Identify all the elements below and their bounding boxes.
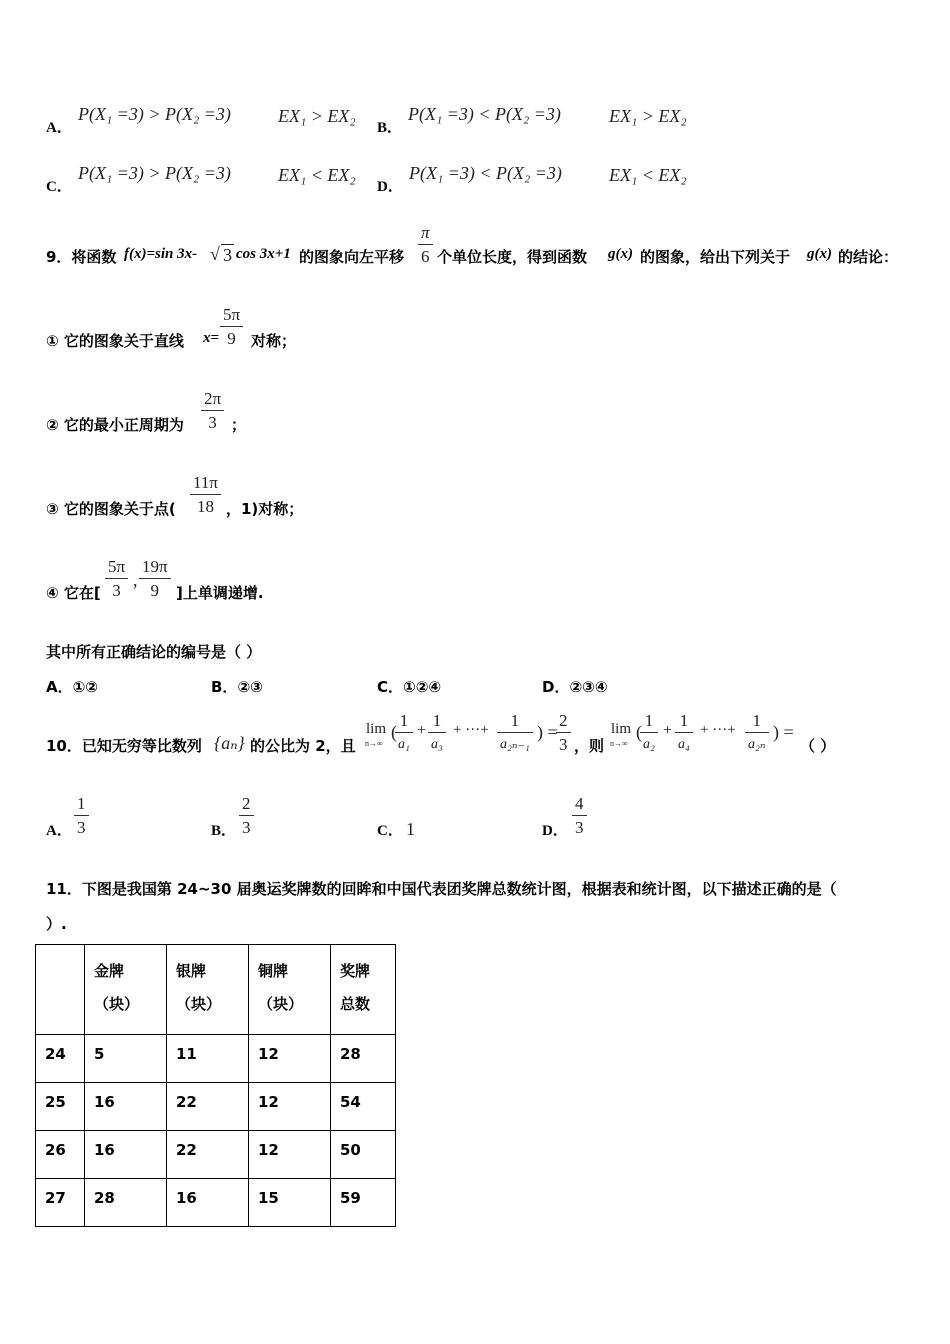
table-cell: 25 [36,1083,85,1131]
q10-option-c-label: C． [377,823,403,839]
q10-option-b-label: B． [211,823,237,839]
fraction-bar [497,732,533,733]
q9-s1-den: 9 [227,329,236,348]
q10-frac-a2n [745,711,769,755]
q10-one: 1 [510,711,520,730]
fraction-bar [395,732,413,733]
table-cell: 26 [36,1131,85,1179]
q9-option-c-label: C． [377,678,404,696]
q10-lim-1: lim [366,721,387,737]
q8-option-d-exp: EX₁ < EX₂ [609,165,687,185]
q10-one: 1 [644,711,654,730]
table-cell: 12 [249,1035,331,1083]
q10-a1: a₁ [398,737,410,752]
q9-g2: g(x) [807,246,832,262]
q9-option-d-label: D． [542,678,570,696]
q9-s4-den2: 9 [150,581,160,600]
table-cell: 16 [85,1131,167,1179]
q10-option-a-den: 3 [77,818,86,837]
q9-option-c-text: ①②④ [403,678,442,696]
q10-a4: a₄ [678,737,690,752]
q9-s2-fraction [201,389,224,433]
q10-option-c-text: 1 [406,819,415,839]
q9-s3-end: ，1)对称； [226,500,304,518]
fraction-bar [745,732,769,733]
q9-func-2: cos 3x+1 [236,246,291,262]
q9-shift-num: π [421,223,430,242]
q10-a2n1: a₂ₙ₋₁ [500,737,530,752]
q8-option-b-prob: P(X₁ =3) < P(X₂ =3) [408,104,561,124]
table-row [36,1131,396,1179]
q11-stem: 11．下图是我国第 24~30 届奥运奖牌数的回眸和中国代表团奖牌总数统计图，根据表和统计图，以下描述正确的是（ [46,880,837,898]
q10-frac-a4 [675,711,693,755]
fraction-bar [428,732,446,733]
table-cell: 22 [167,1131,249,1179]
q9-s4-num1: 5π [108,557,126,576]
q10-option-d-fraction [572,794,587,838]
q10-mid-2: + ···+ [700,722,736,738]
q9-option-b [211,676,263,697]
q9-s4-den1: 3 [112,581,121,600]
table-cell: 27 [36,1179,85,1227]
header-total: 奖牌 总数 [331,945,396,1035]
q10-blank: （ ） [800,737,836,755]
fraction-bar [675,732,693,733]
q8-option-c-exp: EX₁ < EX₂ [278,165,356,185]
q10-stem-3: ，则 [574,737,605,755]
q9-option-c [377,676,441,697]
q10-a3: a₃ [431,737,443,752]
q9-stem-1: 9．将函数 [46,248,117,266]
q10-lim-sub-1: n→∞ [365,739,383,748]
q10-option-b-num: 2 [242,794,251,813]
table-cell: 11 [167,1035,249,1083]
q10-option-a-label: A． [46,823,72,839]
q8-option-a-prob: P(X₁ =3) > P(X₂ =3) [78,104,231,124]
fraction-bar [74,815,89,816]
q10-frac-a3 [428,711,446,755]
q9-s3-text: ③ 它的图象关于点( [46,500,176,518]
q9-s1-end: 对称； [251,332,297,350]
table-cell: 59 [331,1179,396,1227]
q10-a2n: a₂ₙ [748,737,766,752]
q10-stem-1: 10．已知无穷等比数列 [46,737,202,755]
q10-rhs-fraction [556,711,571,755]
q10-plus-2: + [663,722,673,739]
table-cell: 24 [36,1035,85,1083]
q10-option-b-fraction [239,794,254,838]
q9-s1-text: ① 它的图象关于直线 [46,332,184,350]
q9-option-d [542,676,608,697]
table-cell: 54 [331,1083,396,1131]
fraction-bar [640,732,658,733]
q9-s2-den: 3 [208,413,217,432]
table-row [36,1035,396,1083]
q9-stem-2: 的图象向左平移 [299,248,405,266]
q9-s2-end: ； [231,416,247,434]
q9-stem-5: 的结论： [838,248,899,266]
q8-option-c-prob: P(X₁ =3) > P(X₂ =3) [78,163,231,183]
header-gold: 金牌 （块） [85,945,167,1035]
q9-sqrt3: 3 [223,245,232,265]
q9-s3-fraction [190,473,221,517]
q10-one: 1 [752,711,762,730]
fraction-bar [220,326,243,327]
q10-rhs-num: 2 [559,711,568,730]
table-cell: 22 [167,1083,249,1131]
table-cell: 12 [249,1131,331,1179]
q10-option-a-fraction [74,794,89,838]
header-silver: 银牌 （块） [167,945,249,1035]
q9-s4-fraction-1 [105,557,128,601]
q9-s4-num2: 19π [142,557,168,576]
q10-option-b-den: 3 [242,818,251,837]
q9-option-b-label: B． [211,678,238,696]
fraction-bar [201,410,224,411]
q9-s4-end: ]上单调递增. [176,584,264,602]
q9-s1-num: 5π [223,305,241,324]
q10-one: 1 [399,711,409,730]
table-cell: 16 [85,1083,167,1131]
q8-option-d-prob: P(X₁ =3) < P(X₂ =3) [409,163,562,183]
table-row [36,1083,396,1131]
q8-option-c-label: C． [46,179,72,195]
q10-paren-open-2: ( [636,722,642,742]
fraction-bar [239,815,254,816]
q9-s4-comma: , [133,570,138,590]
q9-s3-den: 18 [196,497,214,516]
q10-option-d-num: 4 [575,794,584,813]
q10-close-2: ) = [773,722,794,742]
q8-option-d-label: D． [377,179,403,195]
q9-option-a-label: A． [46,678,73,696]
q10-one: 1 [432,711,442,730]
table-cell: 16 [167,1179,249,1227]
q10-paren-open-1: ( [391,722,397,742]
q10-stem-2: 的公比为 2，且 [250,737,356,755]
fraction-bar [105,578,128,579]
fraction-bar [572,815,587,816]
q9-s4-fraction-2 [139,557,171,601]
table-cell: 28 [331,1035,396,1083]
q9-s2-num: 2π [204,389,222,408]
q8-option-b-exp: EX₁ > EX₂ [609,106,687,126]
q9-stem-3: 个单位长度，得到函数 [437,248,588,266]
q10-lim-2: lim [611,721,632,737]
q10-rhs-den: 3 [559,735,568,754]
fraction-bar [556,732,571,733]
q9-question: 其中所有正确结论的编号是（ ） [46,643,262,661]
q10-option-d-label: D． [542,823,568,839]
q10-frac-a2n1 [497,711,533,755]
q10-option-d-den: 3 [575,818,584,837]
q9-option-d-text: ②③④ [569,678,608,696]
q9-func: f(x)=sin 3x- [124,246,198,262]
header-cell [36,945,85,1035]
q8-option-b-label: B． [377,120,403,136]
q9-s4-text: ④ 它在[ [46,584,101,602]
fraction-bar [190,494,221,495]
fraction-bar [139,578,171,579]
table-row [36,1179,396,1227]
q10-close-1: ) = [537,722,558,742]
q10-frac-a1 [395,711,413,755]
q11-stem-end: ）. [46,915,67,933]
q10-seq: {aₙ} [214,733,245,753]
q9-shift-fraction [418,223,433,267]
table-cell: 5 [85,1035,167,1083]
table-cell: 50 [331,1131,396,1179]
q9-option-a [46,676,98,697]
q10-option-a-num: 1 [77,794,86,813]
q10-mid-1: + ···+ [453,722,489,738]
medal-table [35,944,396,1227]
q9-sqrt-sign: √ [210,244,220,264]
q10-lim-sub-2: n→∞ [610,739,628,748]
q10-plus-1: + [417,722,427,739]
q9-option-a-text: ①② [72,678,99,696]
q9-s1-x: x= [203,330,220,346]
q10-a2: a₂ [643,737,655,752]
table-cell: 28 [85,1179,167,1227]
fraction-bar [418,244,433,245]
q9-stem-4: 的图象，给出下列关于 [640,248,791,266]
q10-frac-a2 [640,711,658,755]
table-header-row [36,945,396,1035]
q9-shift-den: 6 [421,247,430,266]
q9-g1: g(x) [608,246,633,262]
header-bronze: 铜牌 （块） [249,945,331,1035]
q9-s3-num: 11π [193,473,218,492]
q9-s1-fraction [220,305,243,349]
table-cell: 15 [249,1179,331,1227]
q9-option-b-text: ②③ [237,678,263,696]
table-cell: 12 [249,1083,331,1131]
q8-option-a-label: A． [46,120,72,136]
q8-option-a-exp: EX₁ > EX₂ [278,106,356,126]
q9-s2-text: ② 它的最小正周期为 [46,416,184,434]
q10-one: 1 [679,711,689,730]
